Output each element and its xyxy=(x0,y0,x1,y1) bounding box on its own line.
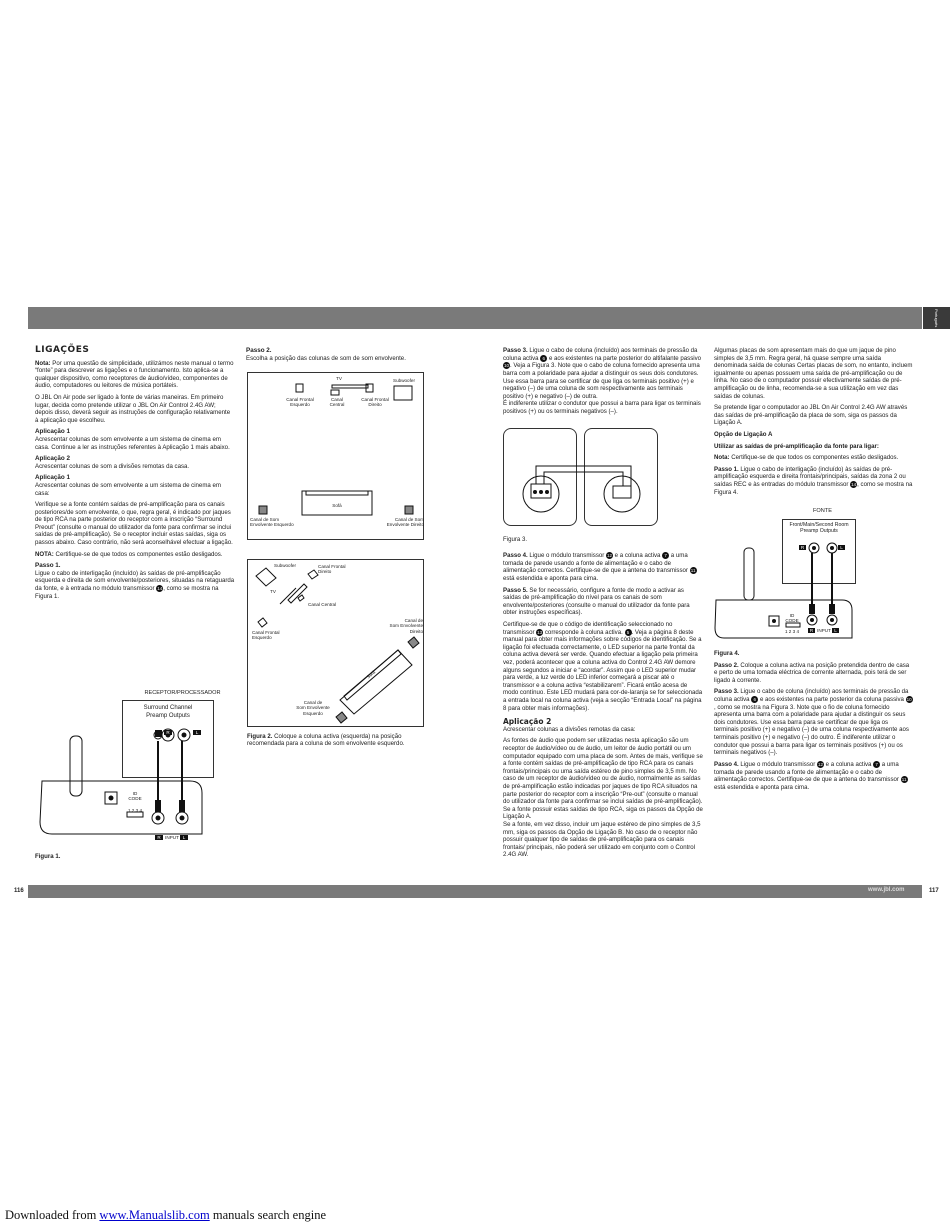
fig1-id-label: ID xyxy=(132,791,138,796)
column-4-top xyxy=(714,347,914,500)
passo3-text: Passo 3. Ligue o cabo de coluna (incluído) aos terminais de pressão da coluna activa 6 e aos existentes na parte posterior do altifalante passivo 10. Veja a Figura 3. Note que o cabo de coluna fornecido apresenta uma barra com a polaridade para ajudar a distinguir os seus dois condutores. Use essa barra para se certificar de que liga os terminais positivo (+) e negativo (–) de uma coluna de som respectivamente aos terminais positivo (+) e negativo (–) de outra. É indiferente utilizar o condutor que possui a barra para ligar os terminais positivos (+) ou os terminais negativos (–). xyxy=(503,347,702,415)
col4-passo2: Passo 2. Coloque a coluna activa na posição pretendida dentro de casa e perto de uma tomada eléctrica de corrente alternada, pois terá de ser ligado à corrente. xyxy=(714,661,910,684)
fig2b-cfd: Canal Frontal Direito xyxy=(318,564,346,575)
utilizar-heading: Utilizar as saídas de pré-amplificação da fonte para ligar: xyxy=(714,442,879,450)
app2-p1: As fontes de áudio que podem ser utilizadas nesta aplicação são um receptor de áudio/vídeo ou de áudio, um leitor de áudio portátil ou um computador equipado com uma placa de som. Antes de mais, verifique se a fonte contém saídas de pré-amplificação de tipo RCA para os canais frontais/principais ou uma saída estéreo de pino simples de 3,5 mm. No caso de um receptor de áudio/vídeo ou de áudio, normalmente as saídas de pré-amplificação estão indicadas por jaques de tipo RCA situados na parte posterior do receptor com a inscrição “Pre-out” (consulte o manual do utilizador da fonte para confirmar se inclui saídas de pré-amplificação). Se a fonte possuir estas saídas de tipo RCA, siga os passos da Opção de Ligação A. Se a fonte, em vez disso, incluir um jaque estéreo de pino simples de 3,5 mm, siga os passos da Opção de Ligação B. No caso de o receptor não possuir qualquer tipo de saídas de pré-amplificação para os canais frontais/ principais, não poderá ser utilizado em conjunto com o Control 2.4G AW. xyxy=(503,737,703,859)
id-code-text: Certifique-se de que o código de identificação seleccionado no transmissor 13 corresponde à coluna activa. 5 . Veja a página 8 deste manual para obter mais informações sobre códigos de identificação. Se a ligação foi efectuada correctamente, o LED superior na parte frontal da coluna activa deverá ser verde. Quando efectuar a ligação pela primeira vez, poderá acontecer que a coluna activa do Control 2.4G AW demore alguns segundos a iniciar e “acordar”. Assim que o LED superior mudar para verde, a luz verde do LED inferior começará a piscar até o transmissor e a coluna activa “estabilizarem”. Ficará então acesa de modo contínuo. Este LED mudará para cor-de-laranja se for seleccionada a entrada local na coluna activa (veja a secção “Entrada Local” na página 8 para obter mais informações). xyxy=(503,620,703,712)
fig1-input-l: L xyxy=(180,835,188,840)
fig4-input-r: R xyxy=(809,628,814,633)
fig2a-sofa: Sofá xyxy=(332,503,342,508)
col4-p2: Se pretende ligar o computador ao JBL On Air Control 2.4G AW através das saídas de pré-amplificação da placa de som, siga os passos da Ligação A. xyxy=(714,404,908,427)
fig2a-cfd: Canal Frontal Direito xyxy=(361,397,389,408)
fig2a-subwoofer: Subwoofer xyxy=(393,378,415,383)
fig1-r-label: R xyxy=(164,730,172,735)
bottom-bar xyxy=(28,885,922,898)
fig2a-cfe: Canal Frontal Esquerdo xyxy=(286,397,314,408)
fig2b-subwoofer: Subwoofer xyxy=(274,563,296,568)
fig4-caption: Figura 4. xyxy=(714,650,740,657)
fig3-diagram xyxy=(503,428,663,528)
fig1-diagram xyxy=(30,728,220,848)
fig4-box-line2: Preamp Outputs xyxy=(800,528,838,534)
language-tab: Português xyxy=(923,307,950,329)
column-2 xyxy=(246,347,431,366)
fig2b-tv: TV xyxy=(270,589,276,594)
fig1-caption: Figura 1. xyxy=(35,853,61,860)
manualslib-link[interactable]: www.Manualslib.com xyxy=(99,1208,210,1222)
passo5-text: Passo 5. Se for necessário, configure a fonte de modo a activar as saídas de pré-amplificação do nível para os canais de som envolvente/posteriores (consulte o manual do utilizador da fonte para obter instruções específicas). xyxy=(503,586,690,617)
fig4-code-label: CODE xyxy=(785,618,799,623)
intro-paragraph: O JBL On Air pode ser ligado à fonte de várias maneiras. Em primeiro lugar, decida como pretende utilizar o JBL On Air Control 2.4G AW; depois disso, deverá seguir as instruções de configuração relativamente à aplicação que escolheu. xyxy=(35,393,231,424)
fig1-input-label: INPUT xyxy=(165,835,179,840)
fig4-fonte-label: FONTE xyxy=(813,508,832,514)
fig2-caption: Figura 2. Coloque a coluna activa (esquerda) na posição recomendada para a coluna de som envolvente esquerdo. xyxy=(247,733,405,748)
fig4-id-label: ID xyxy=(789,613,795,618)
footer-prefix: Downloaded from xyxy=(5,1208,100,1222)
fig2b-cfe: Canal Frontal Esquerdo xyxy=(252,630,280,641)
fig1-input-r: R xyxy=(155,835,163,840)
passo2-text: Escolha a posição das colunas de som de som envolvente. xyxy=(246,354,406,362)
fig2b-sofa: Sofá xyxy=(365,669,377,680)
fig2b-csd: Canal de Som Envolvente Direito xyxy=(389,618,423,634)
passo2-heading: Passo 2. xyxy=(246,347,272,354)
fig1-box-line2: Preamp Outputs xyxy=(146,713,190,719)
col4-passo4: Passo 4. Ligue o módulo transmissor 12 e a coluna activa 7 a uma tomada de parede usando a fonte de alimentação e o cabo de alimentação correctos. Certifique-se de que a antena do transmissor 11 está estendida e aponta para cima. xyxy=(714,760,907,791)
column-4-bottom xyxy=(714,650,914,795)
page-number-right: 117 xyxy=(929,888,939,894)
page-number-left: 116 xyxy=(14,888,24,894)
column-3-bottom xyxy=(503,552,703,863)
fig2a-cse: Canal de Som Envolvente Esquerdo xyxy=(250,517,294,528)
fig2b-cse: Canal de Som Envolvente Esquerdo xyxy=(296,700,330,716)
fig2a-room xyxy=(247,372,424,540)
fig1-code-nums: 1 2 3 4 xyxy=(127,808,143,813)
fig2a-cc: Canal Central xyxy=(329,397,345,408)
col4-passo1: Passo 1. Ligue o cabo de interligação (incluído) às saídas de pré-amplificação esquerda e direita frontais/principais, saídas da zona 2 ou saídas REC e às entradas do módulo transmissor 14, como se mostra na Figura 4. xyxy=(714,465,913,496)
passo1-heading: Passo 1. xyxy=(35,562,61,570)
fig4-input-label: INPUT xyxy=(817,628,831,633)
app2-title: Aplicação 2 xyxy=(503,717,552,727)
fig3-caption: Figura 3. xyxy=(503,536,528,543)
column-3-top xyxy=(503,347,703,420)
app1-text: Acrescentar colunas de som envolvente a um sistema de cinema em casa. Continue a ler as instruções referentes à Aplicação 1 mais abaixo. xyxy=(35,435,230,451)
column-1 xyxy=(35,347,235,604)
fig4-diagram xyxy=(712,538,872,640)
app1-heading: Aplicação 1 xyxy=(35,428,70,436)
section-title: LIGAÇÕES xyxy=(35,345,90,355)
nota-paragraph: Nota: Por uma questão de simplicidade, utilizámos neste manual o termo “fonte” para descrever as ligações e o funcionamento. Isto aplica-se a qualquer dispositivo, como receptores de áudio/vídeo, componentes de áudio, computadores ou leitores de música portáteis. xyxy=(35,359,234,390)
fig1-receiver-label: RECEPTOR/PROCESSADOR xyxy=(144,690,221,696)
fig2b-room xyxy=(247,559,424,727)
app2-sub: Acrescentar colunas a divisões remotas da casa: xyxy=(503,725,636,733)
fig4-code-nums: 1 2 3 4 xyxy=(784,629,800,634)
top-bar xyxy=(28,307,922,329)
fig4-box-line1: Front/Main/Second Room xyxy=(789,522,849,528)
nota2-paragraph: NOTA: Certifique-se de que todos os componentes estão desligados. xyxy=(35,550,223,558)
opcao-heading: Opção de Ligação A xyxy=(714,430,773,438)
app2-heading: Aplicação 2 xyxy=(35,455,70,463)
fig1-code-label: CODE xyxy=(128,796,142,801)
app1b-text: Acrescentar colunas de som envolvente a um sistema de cinema em casa: xyxy=(35,481,221,497)
download-footer xyxy=(5,1208,326,1223)
fig1-l-label: L xyxy=(193,730,201,735)
col4-nota: Nota: Certifique-se de que todos os componentes estão desligados. xyxy=(714,454,899,462)
fig4-l-label: L xyxy=(838,545,845,550)
fig2a-csd: Canal de Som Envolvente Direito xyxy=(386,517,424,528)
fig1-box-line1: Surround Channel xyxy=(143,705,193,711)
fig2b-cc: Canal Central xyxy=(308,602,337,607)
app1b-heading: Aplicação 1 xyxy=(35,474,70,482)
fig2a-tv: TV xyxy=(336,376,342,381)
app2-text: Acrescentar colunas de som a divisões remotas da casa. xyxy=(35,462,190,470)
fig4-input-l: L xyxy=(832,628,839,633)
footer-suffix: manuals search engine xyxy=(209,1208,326,1222)
passo4-text: Passo 4. Ligue o módulo transmissor 12 e a coluna activa 7 a uma tomada de parede usando a fonte de alimentação e o cabo de alimentação correctos. Certifique-se de que a antena do transmissor 11 está estendida e aponta para cima. xyxy=(503,552,696,582)
col4-passo3: Passo 3. Ligue o cabo de coluna (incluído) aos terminais de pressão da coluna activa 6 e aos existentes na parte posterior da coluna passiva 10, como se mostra na Figura 3. Note que o fio de coluna fornecido apresenta uma barra com a polaridade para ajudar a distinguir os seus dois condutores. Use essa barra para se certificar de que liga os terminais positivo (+) e negativo (–) de uma coluna respectivamente aos terminais positivo (+) e negativo (–) do outro. É indiferente utilizar o condutor que possui a barra para ligar os terminais positivos (+) ou os terminais negativos (–). xyxy=(714,688,912,757)
website-label: www.jbl.com xyxy=(868,887,905,893)
col4-p1: Algumas placas de som apresentam mais do que um jaque de pino simples de 3,5 mm. Regra geral, há quase sempre uma saída denominada saída de colunas Certas placas de som, no entanto, incluem igualmente ou apenas possuem uma saída de pré-amplificação ou de linha. No caso de o computador possuir efectivamente saídas de pré-amplificação ou de linha, recomenda-se a sua utilização em vez das saídas de colunas. xyxy=(714,347,913,400)
fig4-r-label: R xyxy=(800,545,805,550)
passo1-text: Ligue o cabo de interligação (incluído) às saídas de pré-amplificação esquerda e direita de som envolvente/posteriores, situadas na retaguarda da fonte, e à entrada no módulo transmissor 14, como se mostra na Figura 1. xyxy=(35,569,235,600)
preamp-paragraph: Verifique se a fonte contém saídas de pré-amplificação para os canais posteriores/de som envolvente, o que, regra geral, é indicado por jaques de tipo RCA na parte posterior do receptor com a inscrição “Surround Preout” (consulte o manual do utilizador da fonte para confirmar se inclui saídas de pré-amplificação). Se o receptor incluir estas saídas, siga os passos abaixo. Caso contrário, não será aconselhável efectuar a ligação. xyxy=(35,501,233,547)
